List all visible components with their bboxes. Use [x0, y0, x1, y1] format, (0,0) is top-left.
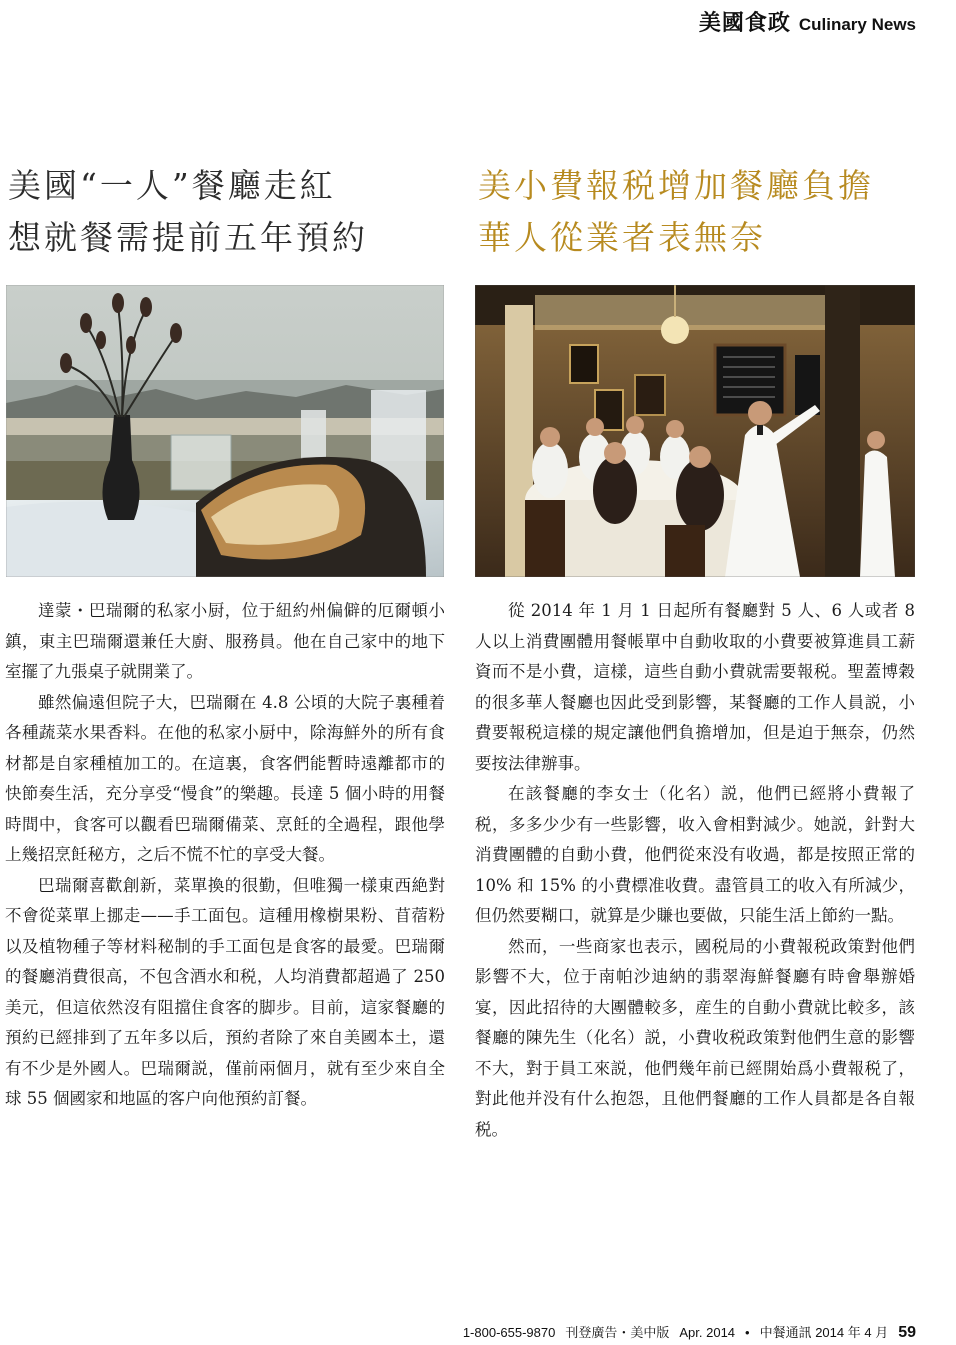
restaurant-dining-room-photo — [475, 285, 915, 577]
footer-issue-cn: 中餐通訊 2014 年 4 月 — [759, 1325, 889, 1340]
section-title-en: Culinary News — [798, 15, 916, 34]
page-header — [699, 6, 916, 37]
left-paragraph-3: 巴瑞爾喜歡創新，菜單換的很勤，但唯獨一樣東西絶對不會從菜單上挪走——手工面包。這種用橡樹果粉、苜蓿粉以及植物種子等材料秘制的手工面包是食客的最愛。巴瑞爾的餐廳消費很高，不包含酒水和税，人均消費都超過了 250 美元，但這依然沒有阻擋住食客的脚步。目前，這家餐廳的預約已經排到了五年多以后，預約者除了來自美國本土，還有不少是外國人。巴瑞爾説，僅前兩個月，就有至少來自全球 55 個國家和地區的客户向他預約訂餐。 — [5, 875, 445, 1108]
left-paragraph-1: 達蒙・巴瑞爾的私家小厨，位于紐約州偏僻的厄爾頓小鎮，東主巴瑞爾還兼任大廚、服務員。他在自己家中的地下室擺了九張桌子就開業了。 — [5, 601, 445, 681]
page-footer — [463, 1322, 916, 1342]
right-paragraph-2: 在該餐廳的李女士（化名）説，他們已經將小費報了税，多多少少有一些影響，收入會相對減少。她説，針對大消費團體的自動小費，他們從來没有收過，都是按照正常的 10% 和 15% 的小費標准收費。盡管員工的收入有所減少，但仍然要糊口，就算是少賺也要做，只能生活上節約一點。 — [475, 784, 915, 925]
right-paragraph-3: 然而，一些商家也表示，國税局的小費報税政策對他們影響不大，位于南帕沙迪納的翡翠海鮮餐廳有時會舉辦婚宴，因此招待的大團體較多，産生的自動小費就比較多，該餐廳的陳先生（化名）説，小費收税政策對他們生意的影響不大，對于員工來説，他們幾年前已經開始爲小費報税了，對此他并没有什么抱怨，且他們餐廳的工作人員都是各自報税。 — [475, 936, 915, 1139]
left-headline — [8, 160, 368, 264]
footer-ad-label: 刊登廣告・美中版 — [565, 1325, 670, 1340]
left-paragraph-2: 雖然偏遠但院子大，巴瑞爾在 4.8 公頃的大院子裏種着各種蔬菜水果香料。在他的私家小厨中，除海鮮外的所有食材都是自家種植加工的。在這裏，食客們能暫時遠離都市的快節奏生活，充分享受“慢食”的樂趣。長達 5 個小時的用餐時間中，食客可以觀看巴瑞爾備菜、烹飪的全過程，跟他學上幾招烹飪秘方，之后不慌不忙的享受大餐。 — [5, 692, 445, 864]
right-headline — [478, 160, 874, 264]
section-title-cn: 美國食政 — [698, 11, 791, 36]
page-number: 59 — [898, 1324, 916, 1341]
left-headline-line-2: 想就餐需提前五年預約 — [8, 218, 368, 257]
right-paragraph-1: 從 2014 年 1 月 1 日起所有餐廳對 5 人、6 人或者 8 人以上消費團體用餐帳單中自動收取的小費要被算進員工薪資而不是小費，這樣，這些自動小費就需要報税。聖蓋博穀的很多華人餐廳也因此受到影響，某餐廳的工作人員説，小費要報税這樣的規定讓他們負擔增加，但是迫于無奈，仍然要按法律辦事。 — [475, 601, 915, 773]
right-headline-line-2: 華人從業者表無奈 — [478, 218, 766, 257]
left-article-body — [5, 596, 445, 1115]
right-article-body — [475, 596, 915, 1145]
footer-issue-en: Apr. 2014 — [679, 1325, 736, 1340]
right-headline-line-1: 美小費報税增加餐廳負擔 — [478, 166, 874, 205]
footer-phone: 1-800-655-9870 — [462, 1325, 556, 1340]
left-headline-line-1: 美國“一人”餐廳走紅 — [8, 166, 336, 205]
footer-separator: • — [745, 1325, 750, 1340]
table-by-window-photo — [6, 285, 444, 577]
